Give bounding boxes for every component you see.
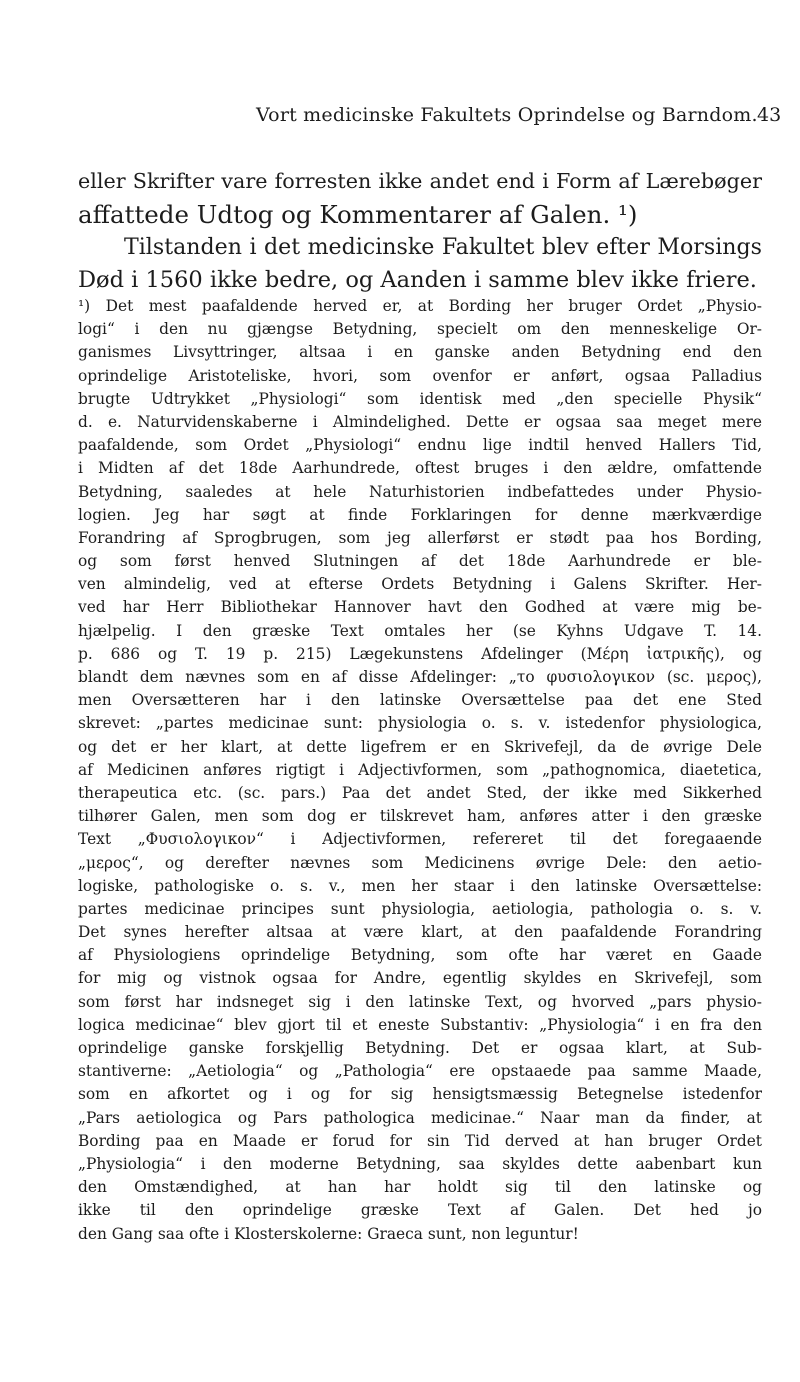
main-text-line: Død i 1560 ikke bedre, og Aanden i samme blev ikke friere. (78, 267, 757, 293)
main-text-line: affattede Udtog og Kommentarer af Galen. ¹) (78, 200, 638, 229)
running-title: Vort medicinske Fakultets Oprindelse og Barndom. (256, 104, 758, 126)
footnote-line: hjælpelig. I den græske Text omtales her (se Kyhns Udgave T. 14. (78, 621, 762, 640)
footnote-line: logica medicinae“ blev gjort til et eneste Substantiv: „Physiologia“ i en fra den (78, 1015, 762, 1034)
footnote-line: „Pars aetiologica og Pars pathologica medicinae.“ Naar man da finder, at (78, 1108, 762, 1127)
footnote-line: logiske, pathologiske o. s. v., men her staar i den latinske Oversættelse: (78, 876, 762, 895)
footnote-line: af Physiologiens oprindelige Betydning, som ofte har været en Gaade (78, 946, 762, 965)
footnote-line: blandt dem nævnes som en af disse Afdelinger: „το φυσιολογικον (sc. μερος), (78, 668, 762, 686)
footnote-line: „μερος“, og derefter nævnes som Medicinens øvrige Dele: den aetio- (78, 853, 762, 872)
footnote-line: og som først henved Slutningen af det 18de Aarhundrede er ble- (78, 552, 762, 571)
footnote-line: logi“ i den nu gjængse Betydning, specielt om den menneskelige Or- (78, 320, 762, 339)
footnote-line: den Gang saa ofte i Klosterskolerne: Graeca sunt, non leguntur! (78, 1224, 579, 1243)
main-text-line: Tilstanden i det medicinske Fakultet blev efter Morsings (124, 234, 762, 260)
footnote-line: Det synes herefter altsaa at være klart, at den paafaldende Forandring (78, 923, 762, 942)
footnote-line: ven almindelig, ved at efterse Ordets Betydning i Galens Skrifter. Her- (78, 575, 762, 594)
footnote-line: tilhører Galen, men som dog er tilskrevet ham, anføres atter i den græske (78, 807, 762, 826)
footnote-line: som en afkortet og i og for sig hensigtsmæssig Betegnelse istedenfor (78, 1085, 762, 1104)
footnote-line: p. 686 og T. 19 p. 215) Lægekunstens Afdelinger (Μέρη ἰατρικῆς), og (78, 644, 762, 663)
footnote-line: brugte Udtrykket „Physiologi“ som identisk med „den specielle Physik“ (78, 389, 762, 408)
footnote-line: men Oversætteren har i den latinske Oversættelse paa det ene Sted (78, 691, 762, 710)
footnote-line: therapeutica etc. (sc. pars.) Paa det andet Sted, der ikke med Sikkerhed (78, 783, 762, 802)
footnote-line: den Omstændighed, at han har holdt sig til den latinske og (78, 1178, 762, 1197)
footnote-line: og det er her klart, at dette ligefrem er en Skrivefejl, da de øvrige Dele (78, 737, 762, 756)
footnote-line: i Midten af det 18de Aarhundrede, oftest bruges i den ældre, omfattende (78, 459, 762, 478)
footnote-line: af Medicinen anføres rigtigt i Adjectivformen, som „pathognomica, diaetetica, (78, 760, 762, 779)
footnote-line: skrevet: „partes medicinae sunt: physiologia o. s. v. istedenfor physiologica, (78, 714, 762, 733)
footnote (78, 295, 762, 1246)
main-text (78, 165, 762, 297)
footnote-line: Betydning, saaledes at hele Naturhistorien indbefattedes under Physio- (78, 482, 762, 501)
footnote-line: d. e. Naturvidenskaberne i Almindelighed. Dette er ogsaa saa meget mere (78, 412, 762, 431)
footnote-line: logien. Jeg har søgt at finde Forklaringen for denne mærkværdige (78, 505, 762, 524)
footnote-line: Forandring af Sprogbrugen, som jeg allerførst er stødt paa hos Bording, (78, 528, 762, 547)
footnote-line: partes medicinae principes sunt physiologia, aetiologia, pathologia o. s. v. (78, 899, 762, 918)
footnote-line: ¹) Det mest paafaldende herved er, at Bording her bruger Ordet „Physio- (78, 297, 762, 315)
footnote-line: „Physiologia“ i den moderne Betydning, saa skyldes dette aabenbart kun (78, 1154, 762, 1173)
footnote-line: som først har indsneget sig i den latinske Text, og hvorved „pars physio- (78, 992, 762, 1011)
running-header (0, 104, 800, 134)
footnote-line: oprindelige ganske forskjellig Betydning. Det er ogsaa klart, at Sub- (78, 1039, 762, 1057)
page-number: 43 (757, 104, 782, 126)
footnote-line: paafaldende, som Ordet „Physiologi“ endnu lige indtil henved Hallers Tid, (78, 436, 762, 455)
main-text-line: eller Skrifter vare forresten ikke andet end i Form af Lærebøger (78, 169, 762, 193)
footnote-line: oprindelige Aristoteliske, hvori, som ovenfor er anført, ogsaa Palladius (78, 366, 762, 385)
footnote-line: for mig og vistnok ogsaa for Andre, egentlig skyldes en Skrivefejl, som (78, 969, 762, 988)
footnote-line: Text „Φυσιολογικον“ i Adjectivformen, refereret til det foregaaende (78, 830, 762, 849)
footnote-line: stantiverne: „Aetiologia“ og „Pathologia“ ere opstaaede paa samme Maade, (78, 1062, 762, 1081)
footnote-line: ikke til den oprindelige græske Text af Galen. Det hed jo (78, 1201, 762, 1220)
footnote-line: ganismes Livsyttringer, altsaa i en ganske anden Betydning end den (78, 343, 762, 362)
footnote-line: Bording paa en Maade er forud for sin Tid derved at han bruger Ordet (78, 1131, 762, 1150)
footnote-line: ved har Herr Bibliothekar Hannover havt den Godhed at være mig be- (78, 598, 762, 617)
